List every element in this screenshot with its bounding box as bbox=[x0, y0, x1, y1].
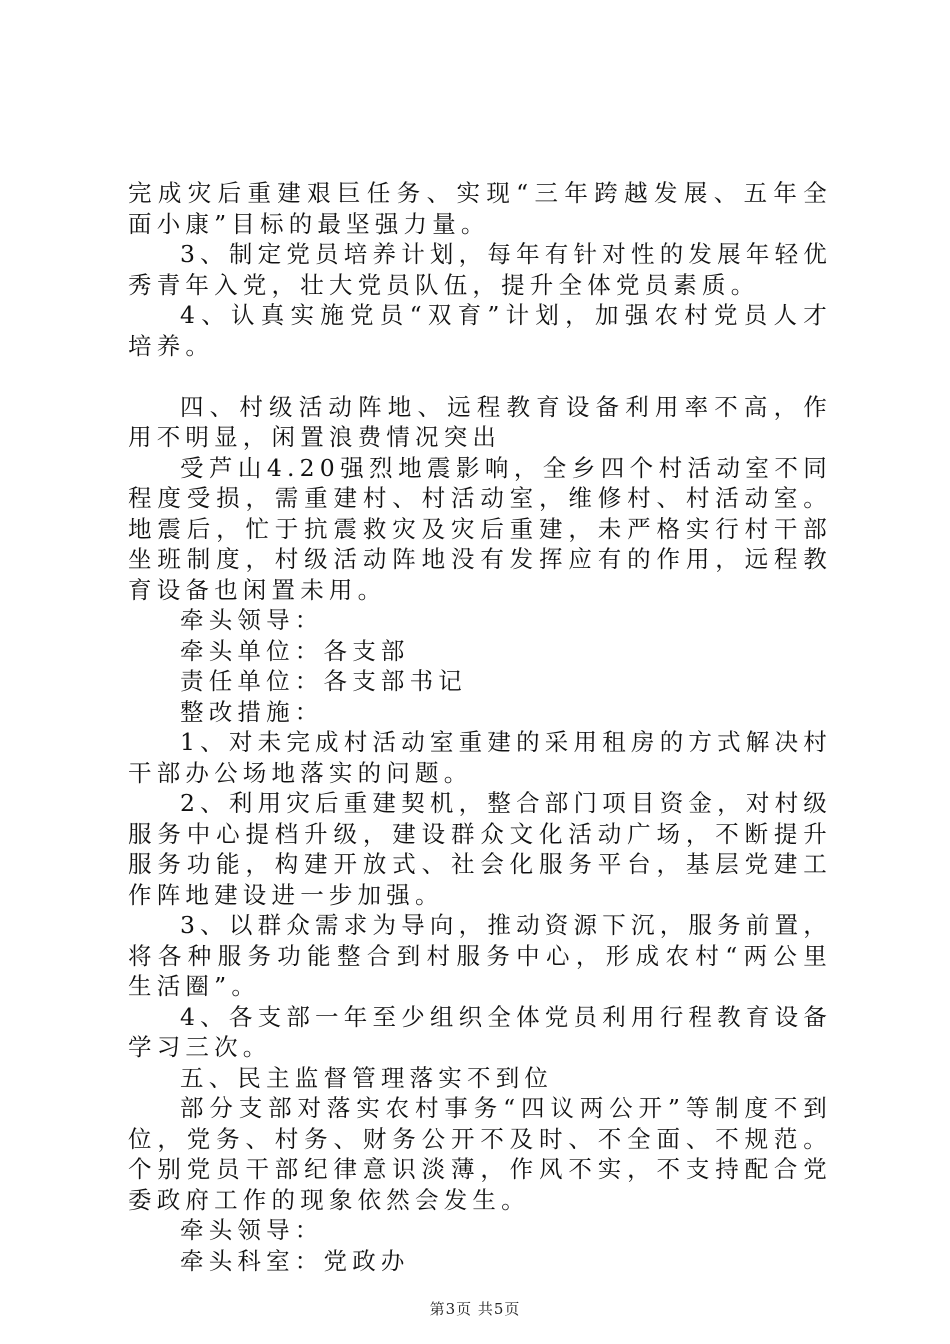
paragraph-2: 3、制定党员培养计划，每年有针对性的发展年轻优秀青年入党，壮大党员队伍，提升全体党员素质。 bbox=[128, 240, 832, 299]
lead-leader-line-2: 牵头领导： bbox=[180, 1216, 324, 1244]
paragraph-1: 完成灾后重建艰巨任务、实现“三年跨越发展、五年全面小康”目标的最坚强力量。 bbox=[128, 179, 832, 238]
paragraph-6: 部分支部对落实农村事务“四议两公开”等制度不到位，党务、村务、财务公开不及时、不全面、不规范。个别党员干部纪律意识淡薄，作风不实，不支持配合党委政府工作的现象依然会发生。 bbox=[128, 1094, 832, 1214]
page-number: 第3页 共5页 bbox=[429, 1300, 521, 1318]
section-heading-4: 四、村级活动阵地、远程教育设备利用率不高，作用不明显，闲置浪费情况突出 bbox=[128, 392, 832, 451]
measures-heading: 整改措施： bbox=[180, 697, 324, 726]
measure-3: 3、以群众需求为导向，推动资源下沉，服务前置，将各种服务功能整合到村服务中心，形成农村“两公里生活圈”。 bbox=[128, 911, 832, 1000]
measure-1: 1、对未完成村活动室重建的采用租房的方式解决村干部办公场地落实的问题。 bbox=[128, 728, 832, 787]
lead-office-line: 牵头科室：党政办 bbox=[180, 1246, 410, 1275]
lead-leader-line: 牵头领导： bbox=[180, 606, 324, 634]
paragraph-5: 受芦山4.20强烈地震影响，全乡四个村活动室不同程度受损，需重建村、村活动室，维修村、村活动室。地震后，忙于抗震救灾及灾后重建，未严格实行村干部坐班制度，村级活动阵地没有发挥应有的作用，远程教育设备也闲置未用。 bbox=[128, 453, 832, 604]
paragraph-3: 4、认真实施党员“双育”计划，加强农村党员人才培养。 bbox=[128, 301, 832, 360]
blank-line bbox=[128, 361, 832, 392]
measure-4: 4、各支部一年至少组织全体党员利用行程教育设备学习三次。 bbox=[128, 1002, 832, 1061]
responsible-unit-line: 责任单位：各支部书记 bbox=[180, 667, 467, 695]
document-body bbox=[128, 178, 832, 1276]
section-heading-5: 五、民主监督管理落实不到位 bbox=[180, 1063, 554, 1092]
measure-2: 2、利用灾后重建契机，整合部门项目资金，对村级服务中心提档升级，建设群众文化活动广场，不断提升服务功能，构建开放式、社会化服务平台，基层党建工作阵地建设进一步加强。 bbox=[128, 789, 832, 909]
lead-unit-line: 牵头单位：各支部 bbox=[180, 636, 410, 665]
